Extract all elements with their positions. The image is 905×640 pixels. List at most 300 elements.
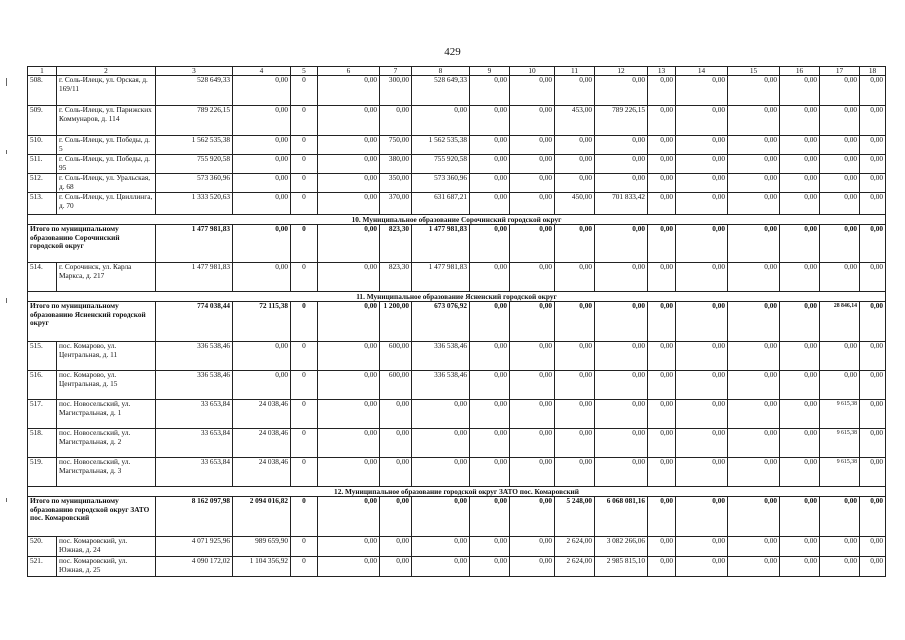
table-cell: 0,00: [555, 136, 595, 155]
table-cell: 0,00: [728, 371, 780, 400]
table-cell: 0,00: [820, 225, 860, 263]
section-row: [28, 215, 886, 225]
table-cell: 0: [291, 400, 318, 429]
address-cell: пос. Комаровский, ул. Южная, д. 24: [57, 537, 156, 557]
table-cell: 0,00: [676, 342, 728, 371]
edge-mark: [6, 298, 7, 303]
table-cell: 823,30: [380, 263, 412, 292]
table-cell: 0: [291, 193, 318, 215]
table-cell: 1 477 981,83: [412, 263, 470, 292]
address-cell: г. Соль-Илецк, ул. Уральская, д. 68: [57, 174, 156, 193]
table-cell: 0,00: [380, 537, 412, 557]
column-number: 18: [860, 67, 886, 76]
table-cell: 0,00: [728, 342, 780, 371]
table-cell: 0,00: [728, 302, 780, 342]
table-cell: 0,00: [380, 557, 412, 577]
table-cell: 0,00: [860, 497, 886, 537]
table-cell: 600,00: [380, 342, 412, 371]
table-cell: 0,00: [470, 371, 510, 400]
table-cell: 0,00: [233, 371, 291, 400]
column-number: 10: [510, 67, 555, 76]
table-cell: 370,00: [380, 193, 412, 215]
table-cell: 0,00: [860, 458, 886, 487]
table-cell: 0,00: [676, 76, 728, 106]
table-row: [28, 193, 886, 215]
table-cell: 0,00: [676, 400, 728, 429]
table-cell: 0,00: [318, 106, 380, 136]
edge-mark: [6, 498, 7, 502]
table-cell: 0,00: [412, 400, 470, 429]
table-cell: 0,00: [648, 400, 676, 429]
table-cell: 0,00: [595, 429, 648, 458]
table-cell: 0,00: [820, 155, 860, 174]
table-cell: 0,00: [380, 429, 412, 458]
address-cell: пос. Новосельский, ул. Магистральная, д. 2: [57, 429, 156, 458]
table-cell: 0,00: [412, 497, 470, 537]
table-cell: 1 333 520,63: [156, 193, 233, 215]
table-cell: 0,00: [648, 193, 676, 215]
table-cell: 0,00: [555, 400, 595, 429]
total-label: Итого по муниципальному образованию Сорочинский городской округ: [28, 225, 156, 263]
table-cell: 0,00: [318, 263, 380, 292]
table-cell: 0,00: [555, 302, 595, 342]
column-number: 17: [820, 67, 860, 76]
table-cell: 33 653,84: [156, 458, 233, 487]
table-cell: 0,00: [470, 263, 510, 292]
table-cell: 0,00: [510, 174, 555, 193]
address-cell: пос. Комарово, ул. Центральная, д. 15: [57, 371, 156, 400]
table-cell: 0,00: [676, 371, 728, 400]
table-cell: 0,00: [780, 76, 820, 106]
table-cell: 0,00: [648, 155, 676, 174]
table-cell: 0,00: [780, 302, 820, 342]
table-cell: 24 038,46: [233, 400, 291, 429]
table-row: [28, 371, 886, 400]
column-number: 15: [728, 67, 780, 76]
table-cell: 823,30: [380, 225, 412, 263]
table-cell: 1 200,00: [380, 302, 412, 342]
table-row: [28, 557, 886, 577]
table-cell: 0,00: [510, 225, 555, 263]
table-cell: 755 920,58: [412, 155, 470, 174]
table-cell: 350,00: [380, 174, 412, 193]
table-row: [28, 342, 886, 371]
total-row: [28, 497, 886, 537]
table-cell: 0: [291, 263, 318, 292]
table-cell: 0,00: [555, 263, 595, 292]
table-cell: 0,00: [470, 400, 510, 429]
table-cell: 573 360,96: [412, 174, 470, 193]
table-cell: 0,00: [412, 557, 470, 577]
table-cell: 1 477 981,83: [156, 263, 233, 292]
table-cell: 0,00: [648, 225, 676, 263]
row-number: 510.: [28, 136, 57, 155]
table-cell: 0: [291, 458, 318, 487]
table-cell: 0,00: [648, 371, 676, 400]
table-cell: 0,00: [318, 371, 380, 400]
table-cell: 1 562 535,38: [156, 136, 233, 155]
table-cell: 0,00: [555, 342, 595, 371]
table-cell: 0,00: [318, 155, 380, 174]
section-title: 12. Муниципальное образование городской округ ЗАТО пос. Комаровский: [28, 487, 886, 497]
column-number: 11: [555, 67, 595, 76]
table-row: [28, 136, 886, 155]
table-cell: 1 104 356,92: [233, 557, 291, 577]
column-number: 2: [57, 67, 156, 76]
row-number: 508.: [28, 76, 57, 106]
table-cell: 0,00: [648, 557, 676, 577]
table-cell: 0,00: [728, 76, 780, 106]
table-cell: 0,00: [233, 225, 291, 263]
table-cell: 0,00: [860, 263, 886, 292]
table-cell: 0,00: [510, 136, 555, 155]
table-cell: 0,00: [648, 263, 676, 292]
table-cell: 0,00: [412, 106, 470, 136]
table-cell: 0: [291, 106, 318, 136]
table-cell: 1 477 981,83: [412, 225, 470, 263]
table-cell: 0,00: [470, 497, 510, 537]
table-cell: 0,00: [780, 155, 820, 174]
table-cell: 573 360,96: [156, 174, 233, 193]
column-number: 12: [595, 67, 648, 76]
table-cell: 4 090 172,02: [156, 557, 233, 577]
table-cell: 0,00: [780, 537, 820, 557]
table-cell: 0,00: [510, 537, 555, 557]
table-cell: 0,00: [860, 155, 886, 174]
table-cell: 0,00: [728, 106, 780, 136]
table-cell: 0,00: [510, 76, 555, 106]
section-title: 11. Муниципальное образование Ясненский городской округ: [28, 292, 886, 302]
table-cell: 528 649,33: [412, 76, 470, 106]
table-cell: 0,00: [676, 263, 728, 292]
table-cell: 528 649,33: [156, 76, 233, 106]
row-number: 521.: [28, 557, 57, 577]
address-cell: г. Сорочинск, ул. Карла Маркса, д. 217: [57, 263, 156, 292]
header-row: [28, 67, 886, 76]
table-cell: 0,00: [728, 174, 780, 193]
table-row: [28, 174, 886, 193]
table-cell: 0,00: [318, 76, 380, 106]
table-cell: 0: [291, 371, 318, 400]
table-cell: 0,00: [820, 76, 860, 106]
table-cell: 0,00: [676, 136, 728, 155]
table-cell: 0,00: [555, 76, 595, 106]
table-cell: 0,00: [470, 136, 510, 155]
table-cell: 0,00: [648, 497, 676, 537]
column-number: 1: [28, 67, 57, 76]
table-cell: 453,00: [555, 106, 595, 136]
table-cell: 0: [291, 497, 318, 537]
table-cell: 0,00: [380, 400, 412, 429]
table-cell: 8 162 097,98: [156, 497, 233, 537]
table-cell: 0,00: [676, 497, 728, 537]
table-cell: 0,00: [470, 557, 510, 577]
table-cell: 0,00: [676, 225, 728, 263]
table-cell: 0,00: [676, 155, 728, 174]
table-cell: 0,00: [233, 193, 291, 215]
table-row: [28, 76, 886, 106]
table-cell: 0,00: [728, 263, 780, 292]
table-cell: 0,00: [860, 225, 886, 263]
table-row: [28, 106, 886, 136]
table-cell: 0,00: [470, 458, 510, 487]
table-cell: 0,00: [860, 302, 886, 342]
table-cell: 0,00: [318, 136, 380, 155]
table-cell: 0,00: [728, 557, 780, 577]
section-row: [28, 292, 886, 302]
table-cell: 0,00: [860, 174, 886, 193]
table-cell: 0: [291, 302, 318, 342]
table-cell: 300,00: [380, 76, 412, 106]
table-cell: 989 659,90: [233, 537, 291, 557]
table-cell: 0,00: [648, 106, 676, 136]
table-cell: 0,00: [780, 342, 820, 371]
address-cell: пос. Новосельский, ул. Магистральная, д. 3: [57, 458, 156, 487]
column-number: 13: [648, 67, 676, 76]
table-cell: 0,00: [860, 429, 886, 458]
table-cell: 0,00: [510, 371, 555, 400]
table-cell: 0,00: [648, 458, 676, 487]
table-cell: 0,00: [233, 136, 291, 155]
table-cell: 0,00: [648, 429, 676, 458]
table-cell: 0: [291, 557, 318, 577]
total-row: [28, 225, 886, 263]
table-cell: 0,00: [648, 302, 676, 342]
table-cell: 0,00: [595, 174, 648, 193]
table-cell: 0,00: [820, 106, 860, 136]
table-cell: 2 985 815,10: [595, 557, 648, 577]
table-cell: 0,00: [233, 155, 291, 174]
row-number: 515.: [28, 342, 57, 371]
table-cell: 0,00: [510, 263, 555, 292]
table-cell: 0,00: [510, 302, 555, 342]
table-cell: 336 538,46: [156, 342, 233, 371]
table-cell: 336 538,46: [412, 371, 470, 400]
table-cell: 0,00: [780, 557, 820, 577]
total-label: Итого по муниципальному образованию Ясненский городской округ: [28, 302, 156, 342]
row-number: 518.: [28, 429, 57, 458]
table-cell: 0,00: [728, 225, 780, 263]
table-cell: 0,00: [595, 302, 648, 342]
table-cell: 0,00: [412, 458, 470, 487]
edge-mark: [6, 150, 7, 154]
table-cell: 0,00: [728, 193, 780, 215]
table-cell: 0: [291, 174, 318, 193]
table-cell: 0,00: [555, 225, 595, 263]
table-cell: 0,00: [780, 174, 820, 193]
table-cell: 0,00: [648, 76, 676, 106]
table-cell: 0,00: [470, 76, 510, 106]
column-number: 3: [156, 67, 233, 76]
table-cell: 0,00: [820, 263, 860, 292]
table-cell: 0,00: [780, 136, 820, 155]
table-cell: 9 615,38: [820, 429, 860, 458]
table-cell: 0: [291, 225, 318, 263]
table-cell: 24 038,46: [233, 458, 291, 487]
table-cell: 6 068 081,16: [595, 497, 648, 537]
table-cell: 0,00: [510, 458, 555, 487]
table-cell: 336 538,46: [412, 342, 470, 371]
row-number: 519.: [28, 458, 57, 487]
table-cell: 0,00: [510, 557, 555, 577]
row-number: 512.: [28, 174, 57, 193]
data-table: [27, 66, 886, 577]
table-cell: 72 115,38: [233, 302, 291, 342]
table-cell: 0,00: [728, 400, 780, 429]
table-cell: 0,00: [233, 263, 291, 292]
table-cell: 0: [291, 155, 318, 174]
table-cell: 600,00: [380, 371, 412, 400]
table-cell: 0,00: [728, 537, 780, 557]
table-cell: 0,00: [780, 106, 820, 136]
column-number: 8: [412, 67, 470, 76]
table-cell: 0,00: [820, 371, 860, 400]
table-cell: 5 248,00: [555, 497, 595, 537]
table-cell: 0: [291, 136, 318, 155]
table-cell: 0,00: [470, 429, 510, 458]
edge-mark: [6, 78, 7, 86]
table-cell: 2 624,00: [555, 557, 595, 577]
table-cell: 24 038,46: [233, 429, 291, 458]
table-cell: 0,00: [860, 400, 886, 429]
table-cell: 450,00: [555, 193, 595, 215]
table-cell: 0,00: [780, 263, 820, 292]
table-cell: 0,00: [860, 193, 886, 215]
table-cell: 0: [291, 429, 318, 458]
table-cell: 0,00: [676, 557, 728, 577]
table-cell: 0,00: [595, 371, 648, 400]
table-cell: 2 624,00: [555, 537, 595, 557]
table-cell: 0,00: [318, 537, 380, 557]
total-label: Итого по муниципальному образованию городской округ ЗАТО пос. Комаровский: [28, 497, 156, 537]
table-row: [28, 537, 886, 557]
row-number: 514.: [28, 263, 57, 292]
table-cell: 0,00: [318, 458, 380, 487]
address-cell: г. Соль-Илецк, ул. Орская, д. 169/11: [57, 76, 156, 106]
table-cell: 0,00: [780, 497, 820, 537]
table-cell: 0,00: [676, 193, 728, 215]
table-cell: 701 833,42: [595, 193, 648, 215]
section-row: [28, 487, 886, 497]
table-cell: 0,00: [318, 497, 380, 537]
table-cell: 0,00: [595, 263, 648, 292]
row-number: 516.: [28, 371, 57, 400]
row-number: 509.: [28, 106, 57, 136]
table-cell: 0,00: [595, 400, 648, 429]
table-cell: 0,00: [510, 106, 555, 136]
table-cell: 0,00: [318, 557, 380, 577]
table-cell: 0,00: [412, 537, 470, 557]
table-cell: 0,00: [595, 136, 648, 155]
table-cell: 0,00: [676, 106, 728, 136]
page-number: 429: [444, 46, 461, 58]
table-cell: 4 071 925,96: [156, 537, 233, 557]
table-cell: 0,00: [595, 155, 648, 174]
row-number: 517.: [28, 400, 57, 429]
table-cell: 0,00: [233, 106, 291, 136]
table-cell: 0,00: [510, 193, 555, 215]
table-cell: 0,00: [860, 136, 886, 155]
table-cell: 0,00: [318, 429, 380, 458]
table-cell: 0,00: [470, 155, 510, 174]
table-cell: 0,00: [318, 193, 380, 215]
table-cell: 0,00: [380, 106, 412, 136]
table-cell: 380,00: [380, 155, 412, 174]
table-cell: 673 076,92: [412, 302, 470, 342]
row-number: 520.: [28, 537, 57, 557]
table-cell: 0,00: [233, 174, 291, 193]
table-cell: 0,00: [728, 136, 780, 155]
table-cell: 0: [291, 342, 318, 371]
table-cell: 789 226,15: [156, 106, 233, 136]
table-cell: 9 615,38: [820, 400, 860, 429]
table-cell: 0,00: [595, 342, 648, 371]
table-cell: 0,00: [470, 225, 510, 263]
table-cell: 0,00: [676, 537, 728, 557]
table-cell: 0,00: [510, 429, 555, 458]
table-cell: 0,00: [676, 429, 728, 458]
table-cell: 0,00: [470, 537, 510, 557]
table-cell: 0,00: [233, 342, 291, 371]
table-cell: 0,00: [860, 342, 886, 371]
table-row: [28, 429, 886, 458]
table-cell: 0,00: [412, 429, 470, 458]
table-cell: 0,00: [470, 302, 510, 342]
table-cell: 0,00: [233, 76, 291, 106]
column-number: 9: [470, 67, 510, 76]
table-cell: 0: [291, 76, 318, 106]
table-cell: 0,00: [470, 174, 510, 193]
column-number: 7: [380, 67, 412, 76]
table-cell: 0,00: [780, 458, 820, 487]
table-cell: 0,00: [820, 497, 860, 537]
table-row: [28, 458, 886, 487]
table-cell: 0,00: [728, 155, 780, 174]
table-cell: 0,00: [648, 537, 676, 557]
table-cell: 0,00: [676, 174, 728, 193]
table-cell: 3 082 266,06: [595, 537, 648, 557]
table-cell: 2 094 016,82: [233, 497, 291, 537]
column-number: 16: [780, 67, 820, 76]
table-cell: 0,00: [648, 342, 676, 371]
table-cell: 33 653,84: [156, 400, 233, 429]
table-cell: 0,00: [318, 302, 380, 342]
address-cell: г. Соль-Илецк, ул. Победы, д. 5: [57, 136, 156, 155]
table-cell: 0,00: [555, 458, 595, 487]
row-number: 513.: [28, 193, 57, 215]
table-cell: 1 477 981,83: [156, 225, 233, 263]
table-cell: 9 615,38: [820, 458, 860, 487]
table-cell: 0,00: [728, 458, 780, 487]
table-cell: 0,00: [510, 155, 555, 174]
table-cell: 0,00: [820, 174, 860, 193]
table-cell: 0,00: [820, 537, 860, 557]
table-cell: 0,00: [728, 429, 780, 458]
table-cell: 0,00: [860, 76, 886, 106]
table-cell: 0,00: [820, 342, 860, 371]
table-cell: 0,00: [510, 342, 555, 371]
row-number: 511.: [28, 155, 57, 174]
table-row: [28, 400, 886, 429]
table-cell: 0,00: [318, 174, 380, 193]
table-cell: 0,00: [318, 225, 380, 263]
table-cell: 0,00: [860, 371, 886, 400]
table-cell: 631 687,21: [412, 193, 470, 215]
table-body: [28, 67, 886, 577]
table-cell: 0,00: [555, 429, 595, 458]
column-number: 4: [233, 67, 291, 76]
table-cell: 0,00: [318, 400, 380, 429]
